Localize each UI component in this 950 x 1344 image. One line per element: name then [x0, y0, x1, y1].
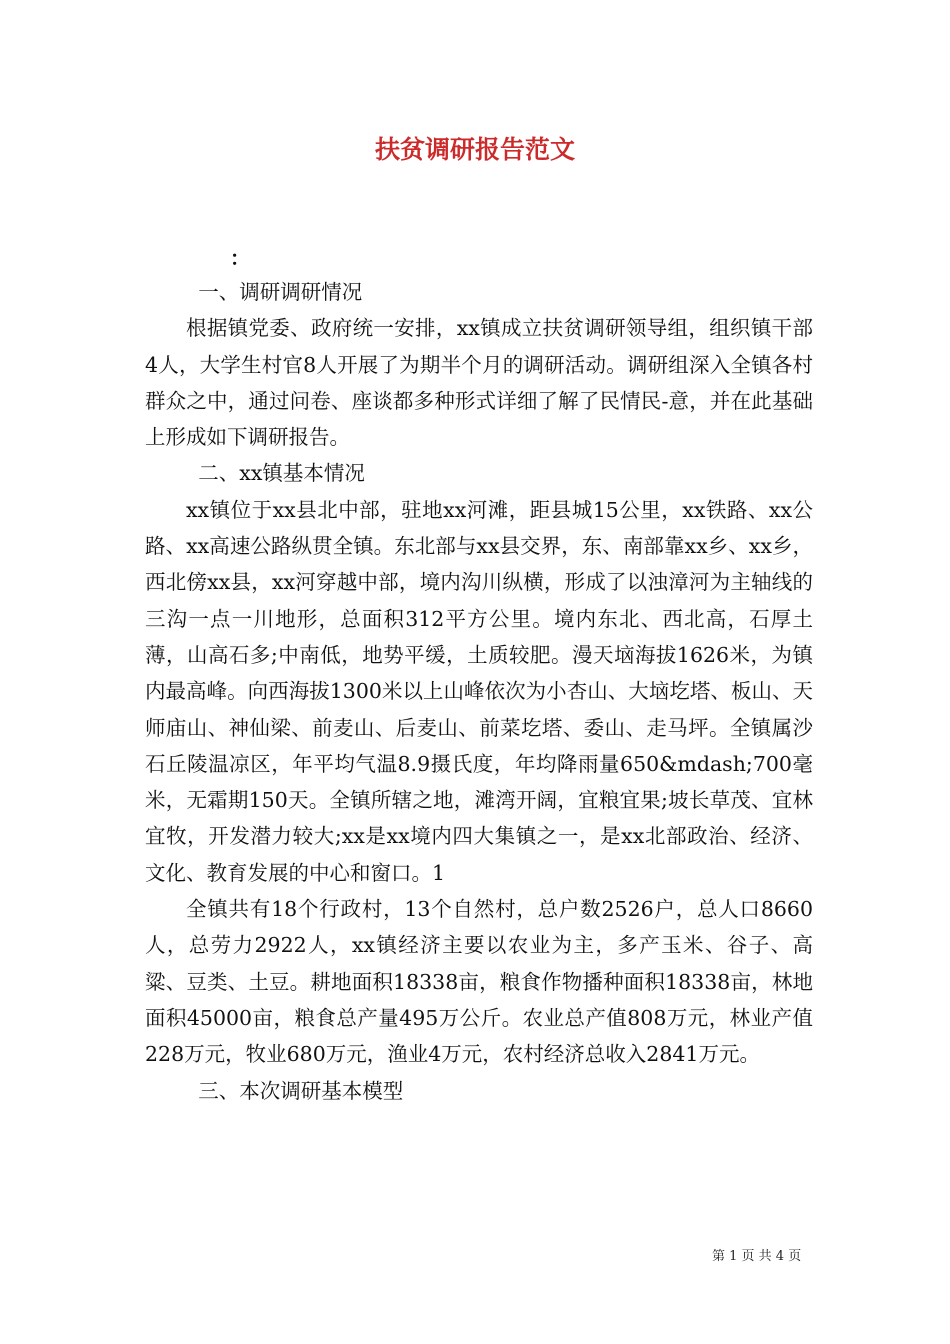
page-number-footer: 第 1 页 共 4 页 — [712, 1249, 802, 1264]
section-2-paragraph-2: 全镇共有18个行政村，13个自然村，总户数2526户，总人口8660人，总劳力2922人，xx镇经济主要以农业为主，多产玉米、谷子、高粱、豆类、土豆。耕地面积18338亩，粮食作物播种面积18338亩，林地面积45000亩，粮食总产量495万公斤。农业总产值808万元，林业产值228万元，牧业680万元，渔业4万元，农村经济总收入2841万元。 — [145, 897, 813, 1067]
section-2-heading: 二、xx镇基本情况 — [198, 461, 365, 486]
document-title: 扶贫调研报告范文 — [374, 135, 575, 164]
subtitle-mark: ： — [230, 246, 250, 270]
section-2-paragraph-1: xx镇位于xx县北中部，驻地xx河滩，距县城15公里，xx铁路、xx公路、xx高速公路纵贯全镇。东北部与xx县交界，东、南部靠xx乡、xx乡，西北傍xx县，xx河穿越中部，境内沟川纵横，形成了以浊漳河为主轴线的三沟一点一川地形，总面积312平方公里。境内东北、西北高，石厚土薄，山高石多;中南低，地势平缓，土质较肥。漫天垴海拔1626米，为镇内最高峰。向西海拔1300米以上山峰依次为小杏山、大垴圪塔、板山、天师庙山、神仙梁、前麦山、后麦山、前菜圪塔、委山、走马坪。全镇属沙石丘陵温凉区，年平均气温8.9摄氏度，年均降雨量650&mdash;700毫米，无霜期150天。全镇所辖之地，滩湾开阔，宜粮宜果;坡长草茂、宜林宜牧，开发潜力较大;xx是xx境内四大集镇之一，是xx北部政治、经济、文化、教育发展的中心和窗口。1 — [145, 497, 813, 885]
section-1-paragraph: 根据镇党委、政府统一安排，xx镇成立扶贫调研领导组，组织镇干部4人，大学生村官8人开展了为期半个月的调研活动。调研组深入全镇各村群众之中，通过问卷、座谈都多种形式详细了解了民情民-意，并在此基础上形成如下调研报告。 — [145, 316, 813, 450]
document-body — [145, 274, 813, 1109]
section-1-heading: 一、调研调研情况 — [198, 280, 363, 304]
section-3-heading: 三、本次调研基本模型 — [198, 1078, 404, 1103]
